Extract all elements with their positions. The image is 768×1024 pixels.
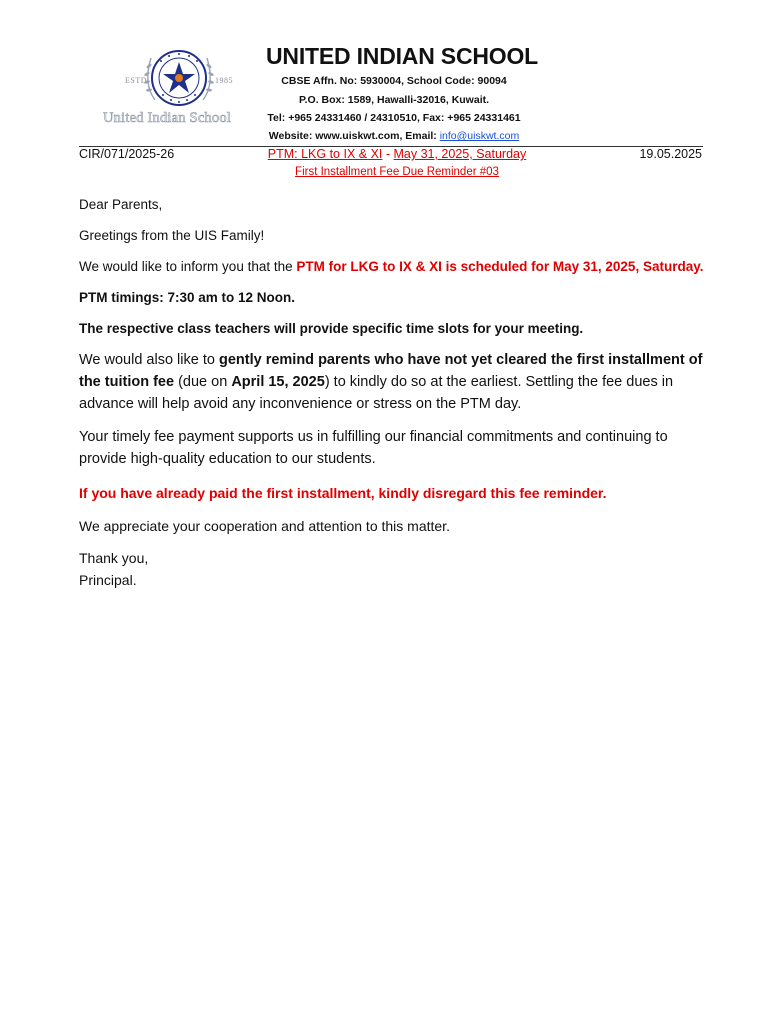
remind-suffix: ) to kindly do so at the earliest. Settling the fee dues in advance will help avoid any inconvenience or stress on the PTM day. xyxy=(79,374,674,412)
disregard-note xyxy=(79,483,707,504)
time-slots-note: The respective class teachers will provide specific time slots for your meeting. xyxy=(79,321,584,336)
subject-separator: - xyxy=(382,147,394,161)
website-line xyxy=(256,130,532,142)
school-title: UNITED INDIAN SCHOOL xyxy=(266,43,539,69)
fee-reminder-paragraph xyxy=(79,349,707,415)
remind-bold: gently remind parents who have not yet cleared the first installment of the tuition fee xyxy=(79,352,703,390)
salutation: Dear Parents, xyxy=(79,197,163,212)
circular-ref-number: CIR/071/2025-26 xyxy=(79,147,175,161)
school-logo xyxy=(103,44,255,128)
greeting: Greetings from the UIS Family! xyxy=(79,228,265,243)
email-link[interactable]: info@uiskwt.com xyxy=(439,130,520,142)
signoff-line: Principal. xyxy=(79,572,137,588)
subject-part2: May 31, 2025, Saturday xyxy=(393,147,527,161)
ptm-timings: PTM timings: 7:30 am to 12 Noon. xyxy=(79,290,296,305)
thanks-line: Thank you, xyxy=(79,550,149,566)
appreciation-line: We appreciate your cooperation and attention to this matter. xyxy=(79,518,450,534)
contact-line: Tel: +965 24331460 / 24310510, Fax: +965 24331461 xyxy=(267,112,521,124)
logo-estd-label: ESTD xyxy=(125,76,147,85)
address-line: P.O. Box: 1589, Hawalli-32016, Kuwait. xyxy=(298,94,490,106)
inform-paragraph xyxy=(79,256,707,277)
payment-paragraph: Your timely fee payment supports us in fulfilling our financial commitments and continuing to provide high-quality education to our students. xyxy=(79,429,668,467)
disregard-text: If you have already paid the first installment, kindly disregard this fee reminder. xyxy=(79,485,607,501)
website-prefix: Website: www.uiskwt.com, Email: xyxy=(268,130,440,142)
logo-school-name: United Indian School xyxy=(103,110,232,126)
inform-prefix: We would like to inform you that the xyxy=(79,259,297,274)
remind-prefix: We would also like to xyxy=(79,352,219,368)
circular-date: 19.05.2025 xyxy=(639,147,702,161)
subject-part1: PTM: LKG to IX & XI xyxy=(267,147,383,161)
logo-year-label: 1985 xyxy=(215,76,233,85)
circular-subtitle: First Installment Fee Due Reminder #03 xyxy=(295,166,499,178)
affiliation-line: CBSE Affn. No: 5930004, School Code: 90094 xyxy=(281,75,507,87)
inform-highlight: PTM for LKG to IX & XI is scheduled for May 31, 2025, Saturday. xyxy=(296,259,704,274)
circular-subject xyxy=(200,147,594,161)
remind-date: April 15, 2025 xyxy=(231,374,325,390)
remind-mid: (due on xyxy=(174,374,232,390)
